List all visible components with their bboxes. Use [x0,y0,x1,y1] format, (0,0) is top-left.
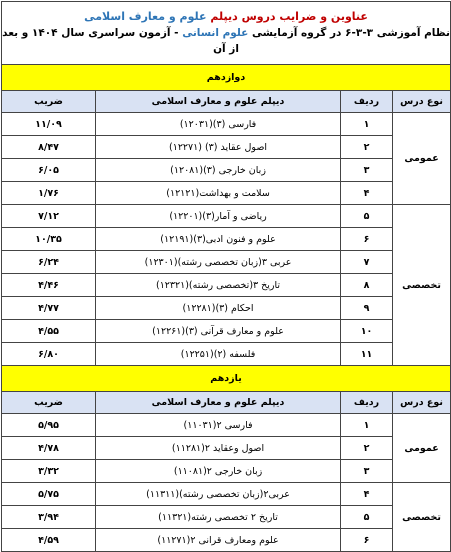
table-header [2,2,451,65]
coefficient: ۶/۲۴ [2,251,96,274]
course-name: علوم و فنون ادبی(۳)(۱۲۱۹۱) [96,228,341,251]
course-name: علوم و معارف قرآنی (۳)(۱۲۲۶۱) [96,320,341,343]
row-index: ۵ [341,205,393,228]
col-coef-header: ضریب [2,91,96,113]
table-row [2,228,451,251]
course-type-cell: عمومی [393,414,451,483]
table-row [2,529,451,552]
section-header [2,366,451,392]
table-row [2,343,451,366]
course-name: علوم ومعارف قرانی ۲(۱۱۲۷۱) [96,529,341,552]
row-index: ۹ [341,297,393,320]
coefficient: ۳/۹۴ [2,506,96,529]
coefficient: ۱/۷۶ [2,182,96,205]
title-line-2: نظام آموزشی ۳-۳-۶ در گروه آزمایشی علوم انسانی - آزمون سراسری سال ۱۴۰۴ و بعد از آن [2,27,450,55]
row-index: ۱۱ [341,343,393,366]
column-header-row [2,392,451,414]
table-row [2,460,451,483]
coefficient: ۵/۹۵ [2,414,96,437]
row-index: ۷ [341,251,393,274]
table-row [2,159,451,182]
coefficient: ۴/۷۷ [2,297,96,320]
coefficient: ۴/۴۶ [2,274,96,297]
col-index-header: ردیف [341,91,393,113]
column-header-row [2,91,451,113]
section-title: دوازدهم [2,65,451,91]
row-index: ۶ [341,228,393,251]
course-type-cell: تخصصی [393,205,451,366]
row-index: ۱ [341,113,393,136]
course-name: عربی۲(زبان تخصصی رشته)(۱۱۳۱۱) [96,483,341,506]
course-type-cell: تخصصی [393,483,451,552]
table-row [2,506,451,529]
table-row [2,182,451,205]
coefficient: ۱۱/۰۹ [2,113,96,136]
row-index: ۴ [341,483,393,506]
course-name: احکام (۳)(۱۲۲۸۱) [96,297,341,320]
coefficient: ۷/۱۲ [2,205,96,228]
table-row [2,320,451,343]
course-name: فارسی (۳)(۱۲۰۳۱) [96,113,341,136]
coefficient: ۱۰/۳۵ [2,228,96,251]
coefficient: ۴/۷۸ [2,437,96,460]
coefficient: ۴/۵۵ [2,320,96,343]
course-name: زبان خارجی (۳)(۱۲۰۸۱) [96,159,341,182]
coefficient: ۳/۳۲ [2,460,96,483]
course-name: فلسفه (۲)(۱۲۲۵۱) [96,343,341,366]
course-name: سلامت و بهداشت(۱۲۱۲۱) [96,182,341,205]
row-index: ۴ [341,182,393,205]
course-name: زبان خارجی ۲(۱۱۰۸۱) [96,460,341,483]
table-row [2,297,451,320]
document [1,1,450,546]
table-row [2,205,451,228]
table-row [2,437,451,460]
section-title: یازدهم [2,366,451,392]
coefficient: ۶/۰۵ [2,159,96,182]
row-index: ۵ [341,506,393,529]
course-type-cell: عمومی [393,113,451,205]
course-name: اصول وعقاید ۲(۱۱۲۸۱) [96,437,341,460]
course-name: اصول عقاید (۳) (۱۲۲۷۱) [96,136,341,159]
col-type-header: نوع درس [393,91,451,113]
course-name: فارسی ۲(۱۱۰۳۱) [96,414,341,437]
col-course-header: دیپلم علوم و معارف اسلامی [96,392,341,414]
row-index: ۶ [341,529,393,552]
row-index: ۱ [341,414,393,437]
row-index: ۳ [341,159,393,182]
row-index: ۸ [341,274,393,297]
table-row [2,483,451,506]
table-row [2,251,451,274]
course-name: تاریخ ۳(تخصصی رشته)(۱۲۳۲۱) [96,274,341,297]
coefficient: ۶/۸۰ [2,343,96,366]
section-header [2,65,451,91]
course-name: تاریخ ۲ تخصصی رشته(۱۱۳۲۱) [96,506,341,529]
table-row [2,136,451,159]
coefficient: ۵/۷۵ [2,483,96,506]
col-index-header: ردیف [341,392,393,414]
col-type-header: نوع درس [393,392,451,414]
coefficients-table [1,1,451,552]
table-row [2,274,451,297]
coefficient: ۸/۴۷ [2,136,96,159]
col-coef-header: ضریب [2,392,96,414]
row-index: ۳ [341,460,393,483]
coefficient: ۴/۵۹ [2,529,96,552]
table-row [2,414,451,437]
table-row [2,113,451,136]
course-name: عربی ۳(زبان تخصصی رشته)(۱۲۳۰۱) [96,251,341,274]
course-name: ریاضی و آمار(۳)(۱۲۲۰۱) [96,205,341,228]
row-index: ۲ [341,136,393,159]
title-line-1: عناوین و ضرایب دروس دیپلم علوم و معارف اسلامی [84,10,368,23]
col-course-header: دیپلم علوم و معارف اسلامی [96,91,341,113]
row-index: ۲ [341,437,393,460]
row-index: ۱۰ [341,320,393,343]
